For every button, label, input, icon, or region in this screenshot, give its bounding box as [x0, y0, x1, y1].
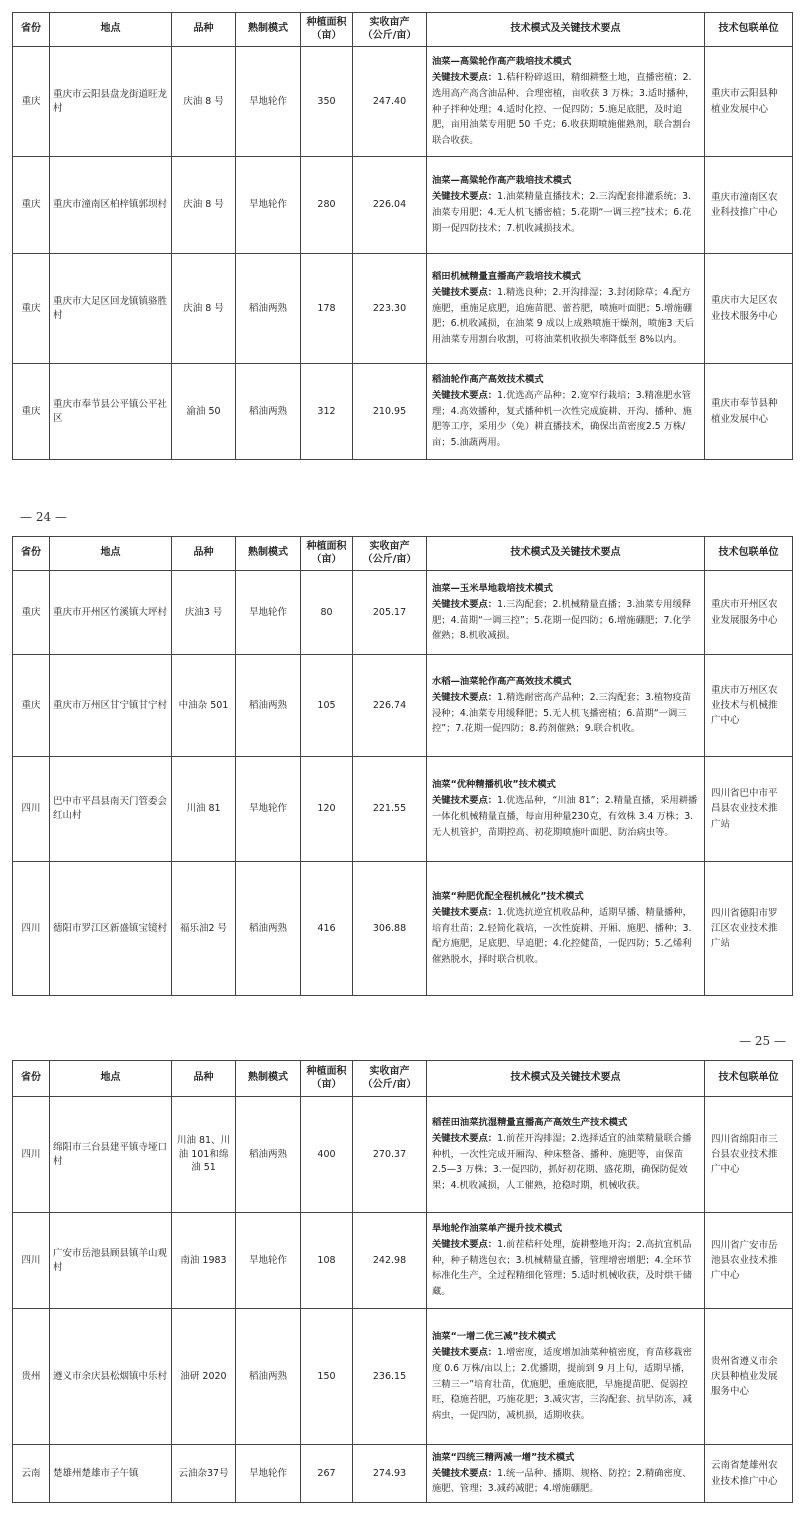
cell-province: 四川: [13, 1097, 50, 1213]
tech-title: 稻油轮作高产高效技术模式: [432, 374, 544, 385]
cell-tech: [427, 254, 705, 364]
cell-variety: 云油杂37号: [172, 1445, 236, 1503]
tech-label: 关键技术要点：: [432, 1346, 498, 1358]
header-area: 种植面积 （亩）: [301, 13, 353, 47]
cell-variety: 中油杂 501: [172, 655, 236, 757]
cell-tech: [427, 571, 705, 655]
cell-location: 重庆市开州区竹溪镇大坪村: [50, 571, 172, 655]
header-location: 地点: [50, 13, 172, 47]
cell-area: 120: [301, 757, 353, 862]
tech-label: 关键技术要点：: [432, 598, 498, 610]
table-row: [13, 655, 793, 757]
tech-text: 1.优选抗逆宜机收品种，适期早播、精量播种，培育壮苗；2.轻简化栽培，一次性旋耕、开厢、施肥、播种；3.配方施肥，足底肥、早追肥；4.化控健苗，一促四防；5.乙烯利催熟脱水，择时联合机收。: [432, 906, 692, 966]
cell-variety: 川油 81: [172, 757, 236, 862]
cell-area: 267: [301, 1445, 353, 1503]
header-tech: 技术模式及关键技术要点: [427, 13, 705, 47]
cell-tech: [427, 655, 705, 757]
cell-location: 巴中市平昌县南天门管委会红山村: [50, 757, 172, 862]
table-row: [13, 254, 793, 364]
header-area: 种植面积 （亩）: [301, 1061, 353, 1097]
cell-area: 150: [301, 1309, 353, 1445]
tech-label: 关键技术要点：: [432, 691, 498, 703]
table-section-2: [12, 536, 793, 996]
tech-label: 关键技术要点：: [432, 1238, 498, 1250]
tech-text: 1.精选耐密高产品种；2.三沟配套；3.植物疫苗浸种；4.油菜专用缓释肥；5.无人机飞播密植；6.苗期“一调三控”；7.花期一促四防；8.药剂催熟；9.联合机收。: [432, 691, 692, 735]
header-unit: 技术包联单位: [705, 537, 793, 571]
tech-text: 1.秸秆粉碎返田，精细耕整土地，直播密植；2.选用高产高含油品种、合理密植，亩收获 3 万株；3.适时播种，种子拌种处理；4.适时化控、一促四防；5.施足底肥，及时追肥，亩用油菜专用肥 50 千克；6.收获期喷施催熟剂，联合割台联合收获。: [432, 71, 695, 147]
header-variety: 品种: [172, 1061, 236, 1097]
cell-yield: 226.74: [353, 655, 427, 757]
cell-location: 重庆市潼南区柏梓镇郭坝村: [50, 157, 172, 254]
table-section-1: [12, 12, 793, 460]
tech-title: 油菜—高粱轮作高产栽培技术模式: [432, 56, 572, 68]
header-mode: 熟制模式: [236, 1061, 301, 1097]
cell-variety: 油研 2020: [172, 1309, 236, 1445]
cell-province: 四川: [13, 1213, 50, 1309]
header-variety: 品种: [172, 537, 236, 571]
cell-mode: 稻油两熟: [236, 254, 301, 364]
table-section-3: [12, 1060, 793, 1503]
cell-tech: [427, 1213, 705, 1309]
tech-title: 水稻—油菜轮作高产高效技术模式: [432, 675, 572, 687]
cell-yield: 210.95: [353, 364, 427, 460]
tech-text: 1.增密度，适度增加油菜种植密度，育苗移栽密度 0.6 万株/亩以上；2.优播期，提前到 9 月上旬，适期早播，三精三一”培育壮苗，优施肥，重施底肥，早施提苗肥、促弱控旺，稳施苔肥，巧施花肥；3.减灾害，三沟配套、抗旱防冻，减病虫，一促四防，减机损，适期收获。: [432, 1346, 692, 1422]
cell-area: 80: [301, 571, 353, 655]
tech-label: 关键技术要点：: [432, 71, 498, 83]
tech-label: 关键技术要点：: [432, 286, 498, 298]
cell-yield: 306.88: [353, 862, 427, 996]
cell-province: 重庆: [13, 364, 50, 460]
cell-location: 德阳市罗江区新盛镇宝镜村: [50, 862, 172, 996]
cell-yield: 226.04: [353, 157, 427, 254]
table-row: [13, 364, 793, 460]
cell-mode: 旱地轮作: [236, 47, 301, 157]
cell-province: 四川: [13, 862, 50, 996]
cell-unit: 四川省巴中市平昌县农业技术推广站: [705, 757, 793, 862]
cell-mode: 稻油两熟: [236, 364, 301, 460]
cell-province: 云南: [13, 1445, 50, 1503]
cell-area: 416: [301, 862, 353, 996]
tech-title: 稻田机械精量直播高产栽培技术模式: [432, 271, 581, 282]
cell-unit: 重庆市大足区农业技术服务中心: [705, 254, 793, 364]
cell-mode: 稻油两熟: [236, 1097, 301, 1213]
header-yield: 实收亩产 （公斤/亩）: [353, 13, 427, 47]
table-row: [13, 157, 793, 254]
tech-text: 1.三沟配套；2.机械精量直播；3.油菜专用缓释肥；4.苗期“一调三控”；5.花期一促四防；6.增施硼肥；7.化学催熟；8.机收减损。: [432, 598, 692, 642]
table-header-row: [13, 1061, 793, 1097]
tech-text: 1.精选良种；2.开沟排湿；3.封闭除草；4.配方施肥，重施足底肥，追施苗肥、蕾苔肥，喷施叶面肥；5.增施硼肥；6.机收减损，在油菜 9 成以上成熟喷施干燥剂，喷施3 天后用油菜专用割台收割，可将油菜机收损失率降低至 8%以内。: [432, 286, 694, 346]
cell-yield: 247.40: [353, 47, 427, 157]
tech-title: 油菜—高粱轮作高产栽培技术模式: [432, 175, 572, 187]
cell-area: 350: [301, 47, 353, 157]
cell-unit: 重庆市万州区农业技术与机械推广中心: [705, 655, 793, 757]
cell-province: 贵州: [13, 1309, 50, 1445]
cell-yield: 223.30: [353, 254, 427, 364]
tech-label: 关键技术要点：: [432, 1467, 498, 1479]
cell-tech: [427, 862, 705, 996]
cell-variety: 福乐油2 号: [172, 862, 236, 996]
cell-yield: 270.37: [353, 1097, 427, 1213]
cell-province: 重庆: [13, 47, 50, 157]
cell-tech: [427, 47, 705, 157]
cell-variety: 庆油 8 号: [172, 157, 236, 254]
header-location: 地点: [50, 537, 172, 571]
header-province: 省份: [13, 1061, 50, 1097]
cell-province: 重庆: [13, 571, 50, 655]
cell-province: 重庆: [13, 254, 50, 364]
tech-title: 油菜“优种精播机收”技术模式: [432, 779, 556, 791]
cell-yield: 274.93: [353, 1445, 427, 1503]
cell-tech: [427, 364, 705, 460]
cell-yield: 221.55: [353, 757, 427, 862]
cell-tech: [427, 157, 705, 254]
cell-yield: 236.15: [353, 1309, 427, 1445]
cell-mode: 旱地轮作: [236, 757, 301, 862]
header-mode: 熟制模式: [236, 13, 301, 47]
table-row: [13, 862, 793, 996]
cell-mode: 旱地轮作: [236, 1213, 301, 1309]
cell-mode: 稻油两熟: [236, 862, 301, 996]
cell-tech: [427, 1097, 705, 1213]
cell-mode: 旱地轮作: [236, 1445, 301, 1503]
header-tech: 技术模式及关键技术要点: [427, 537, 705, 571]
cell-unit: 四川省绵阳市三台县农业技术推广中心: [705, 1097, 793, 1213]
cell-unit: 重庆市奉节县种植业发展中心: [705, 364, 793, 460]
tech-text: 1.优选高产品种；2.宽窄行栽培；3.精准肥水管理；4.高效播种，复式播种机一次性完成旋耕、开沟、播种、施肥等工序，采用少（免）耕直播技术，确保出苗密度2.5 万株/亩；5.油蔬两用。: [432, 389, 692, 449]
cell-location: 重庆市万州区甘宁镇甘宁村: [50, 655, 172, 757]
cell-location: 重庆市奉节县公平镇公平社区: [50, 364, 172, 460]
cell-tech: [427, 757, 705, 862]
cell-unit: 贵州省遵义市余庆县种植业发展服务中心: [705, 1309, 793, 1445]
header-yield: 实收亩产 （公斤/亩）: [353, 1061, 427, 1097]
cell-unit: 重庆市潼南区农业科技推广中心: [705, 157, 793, 254]
cell-variety: 庆油 8 号: [172, 254, 236, 364]
header-variety: 品种: [172, 13, 236, 47]
cell-mode: 稻油两熟: [236, 1309, 301, 1445]
table-row: [13, 757, 793, 862]
cell-mode: 稻油两熟: [236, 655, 301, 757]
table-header-row: [13, 537, 793, 571]
table-row: [13, 571, 793, 655]
cell-area: 400: [301, 1097, 353, 1213]
header-province: 省份: [13, 13, 50, 47]
header-location: 地点: [50, 1061, 172, 1097]
tech-title: 油菜—玉米旱地栽培技术模式: [432, 582, 553, 594]
cell-location: 重庆市大足区回龙镇镇骆胜村: [50, 254, 172, 364]
cell-mode: 旱地轮作: [236, 571, 301, 655]
cell-unit: 重庆市开州区农业发展服务中心: [705, 571, 793, 655]
table-row: [13, 1097, 793, 1213]
tech-text: 1.前茬开沟排湿；2.选择适宜的油菜精量联合播种机，一次性完成开厢沟、种床整备、播种、施肥等，亩保苗 2.5—3 万株；3.一促四防，抓好初花期、盛花期，确保防促效果；4.机收减损，人工催熟，抢稳时期，机械收获。: [432, 1132, 692, 1192]
cell-variety: 南油 1983: [172, 1213, 236, 1309]
tech-title: 旱地轮作油菜单产提升技术模式: [432, 1223, 563, 1234]
tech-text: 1.前茬秸秆处理，旋耕整地开沟；2.高抗宜机品种，种子精选包衣；3.机械精量直播，管理增密增肥；4.全环节标准化生产，全过程精细化管理；5.适时机械收获，及时烘干储藏。: [432, 1238, 692, 1298]
cell-location: 楚雄州楚雄市子午镇: [50, 1445, 172, 1503]
cell-tech: [427, 1309, 705, 1445]
cell-province: 重庆: [13, 157, 50, 254]
cell-location: 重庆市云阳县盘龙街道旺龙村: [50, 47, 172, 157]
cell-unit: 云南省楚雄州农业技术推广中心: [705, 1445, 793, 1503]
tech-label: 关键技术要点：: [432, 906, 498, 918]
header-mode: 熟制模式: [236, 537, 301, 571]
cell-location: 遵义市余庆县松烟镇中乐村: [50, 1309, 172, 1445]
cell-variety: 川油 81、川油 101和绵油 51: [172, 1097, 236, 1213]
table-row: [13, 1309, 793, 1445]
page-number-25: — 25 —: [739, 1034, 786, 1048]
header-area: 种植面积 （亩）: [301, 537, 353, 571]
table-row: [13, 1445, 793, 1503]
tech-text: 1.统一品种、播期、规格、防控；2.精确密度、施肥、管理；3.减药减肥；4.增施硼肥。: [432, 1467, 692, 1495]
header-province: 省份: [13, 537, 50, 571]
cell-variety: 渝油 50: [172, 364, 236, 460]
header-unit: 技术包联单位: [705, 1061, 793, 1097]
cell-area: 178: [301, 254, 353, 364]
cell-area: 105: [301, 655, 353, 757]
tech-title: 油菜“一增二优三减”技术模式: [432, 1331, 556, 1343]
cell-tech: [427, 1445, 705, 1503]
cell-unit: 四川省德阳市罗江区农业技术推广站: [705, 862, 793, 996]
tech-label: 关键技术要点：: [432, 389, 498, 401]
header-yield: 实收亩产 （公斤/亩）: [353, 537, 427, 571]
table-header-row: [13, 13, 793, 47]
tech-title: 油菜“四统三精两减一增”技术模式: [432, 1451, 575, 1463]
tech-label: 关键技术要点：: [432, 191, 498, 203]
table-row: [13, 1213, 793, 1309]
cell-area: 280: [301, 157, 353, 254]
tech-text: 1.油菜精量直播技术；2.三沟配套排灌系统；3.油菜专用肥；4.无人机飞播密植；5.花期“一调三控”技术；6.花期一促四防技术；7.机收减损技术。: [432, 191, 692, 234]
cell-yield: 205.17: [353, 571, 427, 655]
cell-unit: 四川省广安市岳池县农业技术推广中心: [705, 1213, 793, 1309]
cell-area: 312: [301, 364, 353, 460]
cell-location: 绵阳市三台县建平镇寺垭口村: [50, 1097, 172, 1213]
tech-title: 油菜“种肥优配全程机械化”技术模式: [432, 891, 584, 902]
tech-label: 关键技术要点：: [432, 1132, 498, 1144]
cell-mode: 旱地轮作: [236, 157, 301, 254]
table-row: [13, 47, 793, 157]
tech-text: 1.优选品种，“川油 81”；2.精量直播，采用耕播一体化机械精量直播，每亩用种量230克，有效株 3.4 万株；3.无人机管护，苗期控高、初花期喷施叶面肥、防治病虫等。: [432, 795, 698, 838]
cell-province: 四川: [13, 757, 50, 862]
cell-province: 重庆: [13, 655, 50, 757]
cell-variety: 庆油3 号: [172, 571, 236, 655]
cell-area: 108: [301, 1213, 353, 1309]
cell-yield: 242.98: [353, 1213, 427, 1309]
cell-variety: 庆油 8 号: [172, 47, 236, 157]
cell-location: 广安市岳池县顾县镇羊山观村: [50, 1213, 172, 1309]
tech-title: 稻茬田油菜抗湿精量直播高产高效生产技术模式: [432, 1117, 628, 1128]
header-tech: 技术模式及关键技术要点: [427, 1061, 705, 1097]
page-number-24: — 24 —: [20, 510, 67, 524]
header-unit: 技术包联单位: [705, 13, 793, 47]
tech-label: 关键技术要点：: [432, 795, 498, 807]
cell-unit: 重庆市云阳县种植业发展中心: [705, 47, 793, 157]
